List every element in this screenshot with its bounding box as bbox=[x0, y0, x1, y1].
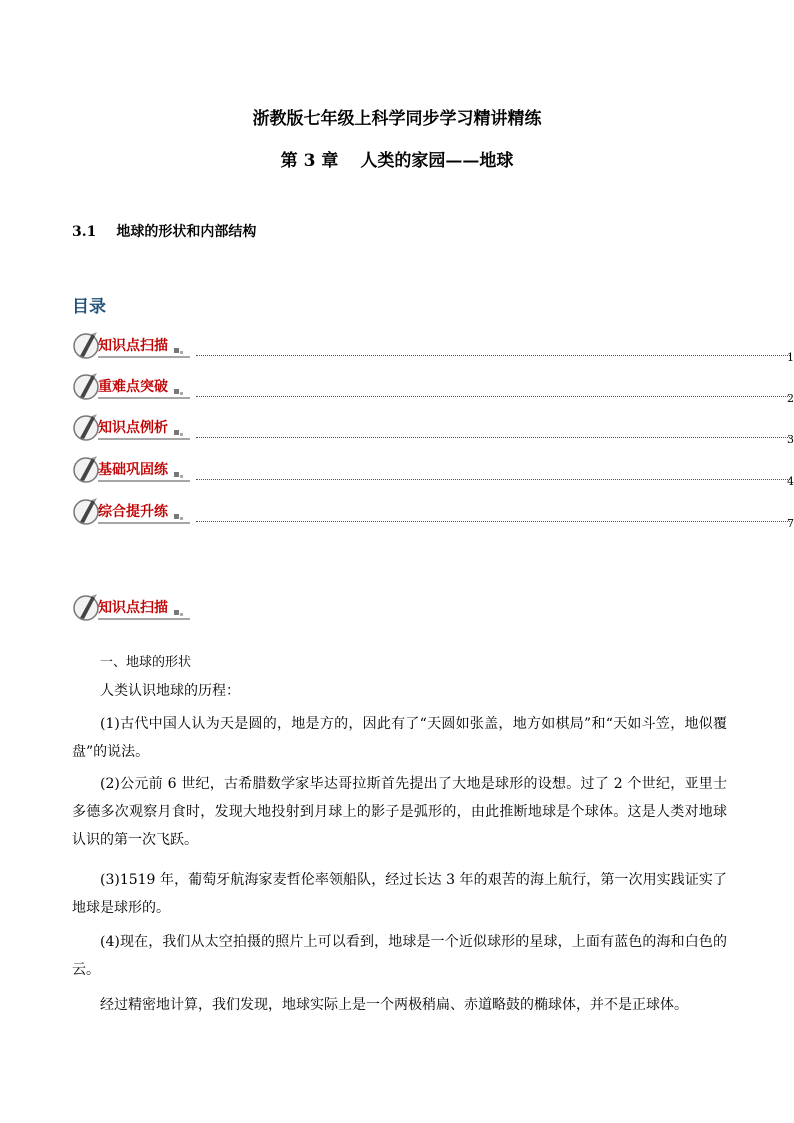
toc-leader bbox=[196, 355, 790, 356]
toc-item-knowledge-scan[interactable] bbox=[70, 330, 794, 364]
toc-leader bbox=[196, 479, 790, 480]
toc-item-label: 综合提升练 bbox=[98, 504, 168, 520]
content-paragraph: (2)公元前 6 世纪，古希腊数学家毕达哥拉斯首先提出了大地是球形的设想。过了 2 个世纪，亚里士多德多次观察月食时，发现大地投射到月球上的影子是弧形的，由此推断地球是个球体。这是人类对地球认识的第一次飞跃。 bbox=[72, 776, 727, 848]
toc-page-number: 1 bbox=[787, 351, 794, 364]
toc-item-label: 知识点扫描 bbox=[98, 338, 168, 354]
toc-item-label: 知识点例析 bbox=[98, 420, 168, 436]
toc-page-number: 3 bbox=[787, 433, 794, 446]
toc-page-number: 2 bbox=[787, 392, 794, 405]
toc-leader bbox=[196, 521, 790, 522]
document-title: 浙教版七年级上科学同步学习精讲精练 bbox=[252, 109, 542, 129]
toc-page-number: 4 bbox=[787, 475, 794, 488]
toc-item-examples[interactable] bbox=[70, 412, 794, 446]
section-badge-label: 知识点扫描 bbox=[98, 600, 168, 616]
toc-item-basic-practice[interactable] bbox=[70, 454, 794, 488]
toc-item-label: 重难点突破 bbox=[98, 379, 168, 395]
section-heading bbox=[72, 221, 256, 241]
toc-item-label: 基础巩固练 bbox=[98, 462, 168, 478]
content-paragraph: (1)古代中国人认为天是圆的，地是方的，因此有了“天圆如张盖，地方如棋局”和“天如斗笠，地似覆盘”的说法。 bbox=[72, 716, 727, 760]
toc-leader bbox=[196, 437, 790, 438]
chapter-number: 第 3 章 bbox=[280, 151, 339, 171]
section-name: 地球的形状和内部结构 bbox=[116, 224, 257, 240]
chapter-title bbox=[0, 146, 794, 171]
content-paragraph: 经过精密地计算，我们发现，地球实际上是一个两极稍扁、赤道略鼓的椭球体，并不是正球体。 bbox=[100, 997, 688, 1013]
section-badge-knowledge-scan bbox=[70, 592, 210, 622]
chapter-name: 人类的家园——地球 bbox=[360, 151, 514, 171]
toc-item-key-points[interactable] bbox=[70, 371, 794, 405]
toc-item-comprehensive-practice[interactable] bbox=[70, 496, 794, 530]
toc-title: 目录 bbox=[72, 297, 106, 317]
section-number: 3.1 bbox=[72, 224, 97, 240]
content-paragraph: (4)现在，我们从太空拍摄的照片上可以看到，地球是一个近似球形的星球，上面有蓝色的海和白色的云。 bbox=[72, 934, 727, 978]
toc-leader bbox=[196, 396, 790, 397]
content-paragraph: (3)1519 年，葡萄牙航海家麦哲伦率领船队，经过长达 3 年的艰苦的海上航行，第一次用实践证实了地球是球形的。 bbox=[72, 872, 727, 916]
content-heading: 一、地球的形状 bbox=[100, 655, 192, 670]
toc-page-number: 7 bbox=[787, 517, 794, 530]
content-intro: 人类认识地球的历程： bbox=[100, 683, 240, 699]
